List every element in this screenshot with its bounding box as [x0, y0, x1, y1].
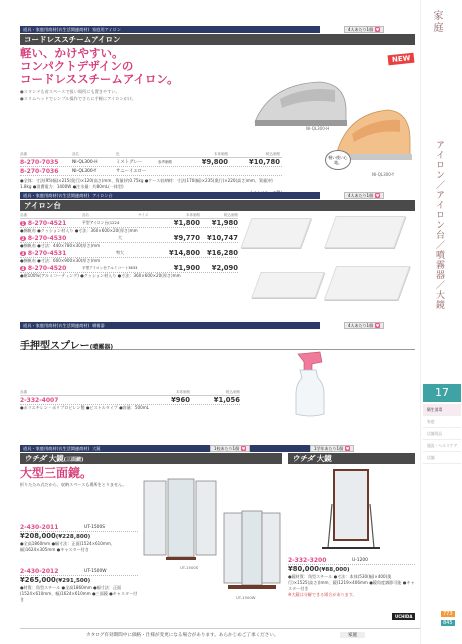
item-color: サニーイエロー	[116, 169, 147, 174]
item-code: 2-430-2011	[20, 523, 59, 531]
section-title	[20, 337, 415, 350]
item-code: 8-270-7035	[20, 158, 59, 166]
item-note: ●全高1860mm ●幅寸法：正面(1524×610mm、幅)1624×305mm ●キャスター付き	[20, 541, 115, 552]
item-note: ●材質：角型スチール ●全高1860mm ●幅寸法：正面(1524×610mm、幅)1624×610mm ●三面鏡 ●キャスター付き	[20, 585, 138, 602]
sidebar-item-3[interactable]: 施設・ヘルスケア	[423, 440, 461, 452]
item-price-tax: ¥1,980	[211, 219, 238, 227]
family-text: 4人あたり1個	[348, 26, 374, 32]
heart-icon: ♥	[375, 27, 380, 32]
family-indicator	[344, 322, 384, 329]
family-indicator	[344, 26, 384, 33]
family-indicator-b	[310, 445, 354, 452]
col-header: 品番	[20, 213, 27, 217]
col-header: 税込価格	[226, 390, 240, 394]
category-note: (衣生活関連商材)	[56, 323, 90, 328]
page-number-b: 845	[443, 620, 453, 626]
section-ironing-board	[20, 192, 415, 279]
table-row[interactable]	[20, 167, 282, 176]
footer-note: カタログ有効期間中に価格・仕様が変更になる場合があります。あらかじめご了承ください。	[86, 633, 279, 638]
category-note: (衣生活関連商材)	[56, 193, 90, 198]
speech-bubble: 軽い使い心地。	[325, 150, 351, 170]
lead-line: コードレススチームアイロン。	[20, 72, 179, 86]
item-price: ¥960	[171, 396, 190, 404]
iron-yellow-label: NI-QL300-Y	[372, 172, 395, 177]
title-sub: (噴霧器)	[89, 344, 114, 351]
item-note: ●耐100%(アルミコーティング) ●クッション材入り ●寸法：360×600×20(厚さ)mm	[20, 273, 181, 278]
item-note: ●綿帆布 ●寸法：440×780×30(厚さ)mm	[20, 243, 101, 248]
item-price: ¥9,770	[173, 234, 200, 242]
col-header: 本体価格	[176, 390, 190, 394]
item-code: 8-270-4521	[27, 219, 67, 227]
category-sub: 家庭用アイロン	[92, 27, 122, 32]
item-price: ¥14,800	[169, 249, 200, 257]
col-header: 品番	[20, 152, 27, 156]
item-price-tax: ¥2,090	[211, 264, 238, 272]
standing-mirror-info[interactable]	[288, 556, 415, 598]
item-price-tax: ¥10,747	[207, 234, 238, 242]
item-note: ●綿帆布 ●クッション材入り ●寸法：360×600×20(厚さ)mm	[20, 228, 138, 233]
col-header: 品番	[20, 390, 27, 394]
col-header: 税込価格	[266, 152, 280, 156]
item-number: 4	[21, 265, 25, 271]
item-price: ¥208,000	[20, 532, 56, 540]
board-item-2[interactable]	[20, 234, 238, 249]
mirror-ut1500s-image	[140, 475, 220, 563]
brand-label: ウチダ	[292, 454, 315, 463]
title-main: 大鏡	[48, 454, 64, 463]
mirror-label-w: UT-1500W	[236, 595, 256, 600]
lead-line: 軽い、かけやすい。	[20, 46, 124, 60]
item-price-tax: (¥88,000)	[318, 567, 350, 573]
item-price: ¥1,900	[173, 264, 200, 272]
board-table	[20, 213, 238, 279]
item-number: 2	[21, 235, 25, 241]
col-header: 色	[116, 152, 120, 156]
mirror-ut1500w-image	[220, 505, 284, 593]
footer-label: 家庭	[340, 632, 365, 638]
item-note: ●鏡材質：角型スチール ●寸法：本体(530(幅)×400(奥行)×1525(高さ))mm、鏡(1219×406mm ●鏡角度調節可能 ●キャスター付き	[288, 574, 415, 591]
item-code: 2-332-3200	[288, 556, 327, 564]
family-indicator	[344, 192, 384, 199]
category-label: 道具・家庭用商材	[23, 323, 57, 328]
spec-note: ●全体：寸法(95(幅)×215(奥行)×120(高さ)mm、質量)約0.75kg ●ケース収納時：寸法(170(幅)×235(奥行)×220(高さ)mm、質量)約1.8kg ●消費電力：1400W ●注水量：約80mL(一体型)	[20, 178, 273, 189]
item-number: 3	[21, 250, 25, 256]
col-header: 品名	[72, 152, 79, 156]
item-name: 大	[118, 235, 122, 240]
title-sub: (三面鏡)	[63, 457, 84, 463]
iron-table	[20, 152, 282, 196]
col-header: 税込価格	[224, 213, 238, 217]
section-title: コードレススチームアイロン	[20, 34, 415, 45]
spray-bottle-image	[290, 348, 340, 418]
board-item-3[interactable]	[20, 249, 238, 264]
price-prefix: 参考価格	[158, 159, 172, 164]
category-sub: アイロン台	[92, 193, 113, 198]
item-code: 8-270-4520	[27, 264, 67, 272]
col-header: サイズ	[138, 213, 149, 217]
standing-mirror-image	[288, 464, 415, 556]
board-image-1	[241, 218, 312, 248]
item-code: 8-270-7036	[20, 167, 59, 175]
category-label: 道具・家庭用商材	[23, 27, 57, 32]
board-image-4	[324, 266, 410, 300]
item-name: NI-QL300-Y	[72, 168, 97, 174]
brand-label: ウチダ	[24, 454, 47, 463]
heart-icon: ♥	[345, 446, 350, 451]
family-text: 1校あたり1個	[214, 445, 240, 451]
category-label: 道具・家庭用商材	[23, 193, 57, 198]
item-price: ¥265,000	[20, 576, 56, 584]
sidebar-vertical-title: アイロン／アイロン台／噴霧器／大鏡	[434, 140, 444, 310]
item-code: 8-270-4531	[27, 249, 67, 257]
heart-icon: ♥	[241, 446, 246, 451]
item-number: 1	[21, 220, 25, 226]
section-spray	[20, 322, 415, 410]
new-badge: NEW	[388, 53, 415, 66]
category-bar	[20, 322, 320, 329]
item-price: ¥80,000	[288, 565, 319, 573]
item-note-warning: ※大鏡は分解できる場合があります。	[288, 592, 357, 597]
mirror-item-2[interactable]	[20, 567, 138, 603]
item-price-tax: (¥291,500)	[55, 578, 91, 584]
item-price: ¥1,800	[173, 219, 200, 227]
page-number-a: 773	[443, 611, 453, 617]
item-note: ●綿帆布 ●寸法：600×900×30(厚さ)mm	[20, 258, 101, 263]
table-row[interactable]	[20, 158, 282, 167]
heart-icon: ♥	[375, 323, 380, 328]
section-standing-mirror	[288, 453, 415, 598]
heart-icon: ♥	[375, 193, 380, 198]
category-sub: 噴霧器	[92, 323, 105, 328]
table-row[interactable]	[20, 396, 240, 405]
item-price-tax: ¥10,780	[249, 158, 280, 166]
section-trifold-mirror	[20, 445, 415, 619]
sidebar-item-0[interactable]: 衛生消毒	[423, 404, 461, 416]
section-title	[288, 453, 415, 464]
brand-logo: UCHIDA	[392, 613, 415, 620]
category-note: (衣生活関連商材)	[56, 446, 90, 451]
item-price-tax: (¥228,800)	[55, 534, 91, 540]
item-name: UT-1500S	[84, 524, 106, 530]
section-title: アイロン台	[20, 200, 415, 211]
board-image-2	[324, 216, 406, 248]
lead-text: 大型三面鏡。	[20, 466, 93, 480]
item-code: 2-430-2012	[20, 567, 59, 575]
chapter-tab[interactable]: 17	[423, 384, 461, 402]
col-header: 本体価格	[214, 152, 228, 156]
sidebar	[420, 0, 462, 644]
sidebar-title: 家庭	[431, 10, 442, 34]
family-text: 4人あたり1個	[348, 322, 374, 328]
family-text: 1学年あたり1個	[314, 445, 344, 451]
spec-note: ●ポリエチレン・ポリプロピレン製 ●ピストルタイプ ●容量：500mL	[20, 405, 150, 410]
item-name: 特大	[116, 250, 124, 255]
lead-text	[20, 47, 415, 86]
family-text: 4人あたり1個	[348, 192, 374, 198]
sidebar-item-2[interactable]: 店舗用品	[423, 428, 461, 440]
item-name: 平型アイロン台(1224	[82, 220, 120, 225]
category-bar	[20, 192, 320, 199]
category-bar	[20, 26, 320, 33]
item-name: NI-QL300-H	[72, 159, 98, 165]
sidebar-item-1[interactable]: 家庭	[423, 416, 461, 428]
item-code: 2-332-4007	[20, 396, 59, 404]
category-label: 道具・家庭用商材	[23, 446, 57, 451]
footer	[20, 628, 420, 642]
section-title	[20, 453, 282, 464]
item-price-tax: ¥1,056	[213, 396, 240, 404]
description: 折りたたみ式だから、収納スペースも場所をとりません。	[20, 482, 127, 487]
item-price: ¥9,800	[201, 158, 228, 166]
bullet: ●スリムヘッドでシンプル操作でさらに手軽にアイロンがけ。	[20, 96, 136, 101]
board-item-1[interactable]	[20, 219, 238, 234]
category-bar	[20, 445, 320, 452]
section-iron	[20, 26, 415, 189]
item-price-tax: ¥16,280	[207, 249, 238, 257]
item-name: UT-1500W	[84, 568, 107, 574]
family-indicator	[210, 445, 250, 452]
col-header: 本体価格	[186, 213, 200, 217]
board-item-4[interactable]	[20, 264, 238, 279]
bullet: ●スタンドも省スペースで扱い場所にも置きやすい。	[20, 89, 120, 94]
title-main: 手押型スプレー	[20, 341, 90, 352]
iron-gray-label: NI-QL300-H	[306, 126, 330, 131]
category-sub: 大鏡	[92, 446, 101, 451]
col-header: 品名	[82, 213, 89, 217]
item-code: 8-270-4530	[27, 234, 67, 242]
item-color: ミストグレー	[116, 160, 143, 165]
title-main: 大鏡	[316, 454, 332, 463]
mirror-label-s: UT-1500S	[180, 565, 199, 570]
item-name: 平型アイロン台アルミコート3633	[82, 265, 138, 270]
sidebar-menu	[423, 404, 461, 464]
lead-line: コンパクトデザインの	[20, 59, 134, 73]
spray-table	[20, 390, 240, 411]
board-image-3	[251, 272, 324, 298]
mirror-item-1[interactable]	[20, 523, 138, 553]
category-note: (衣生活関連商材)	[56, 27, 90, 32]
item-name: U-1200	[352, 557, 368, 563]
sidebar-item-4[interactable]: 店舗	[423, 452, 461, 464]
